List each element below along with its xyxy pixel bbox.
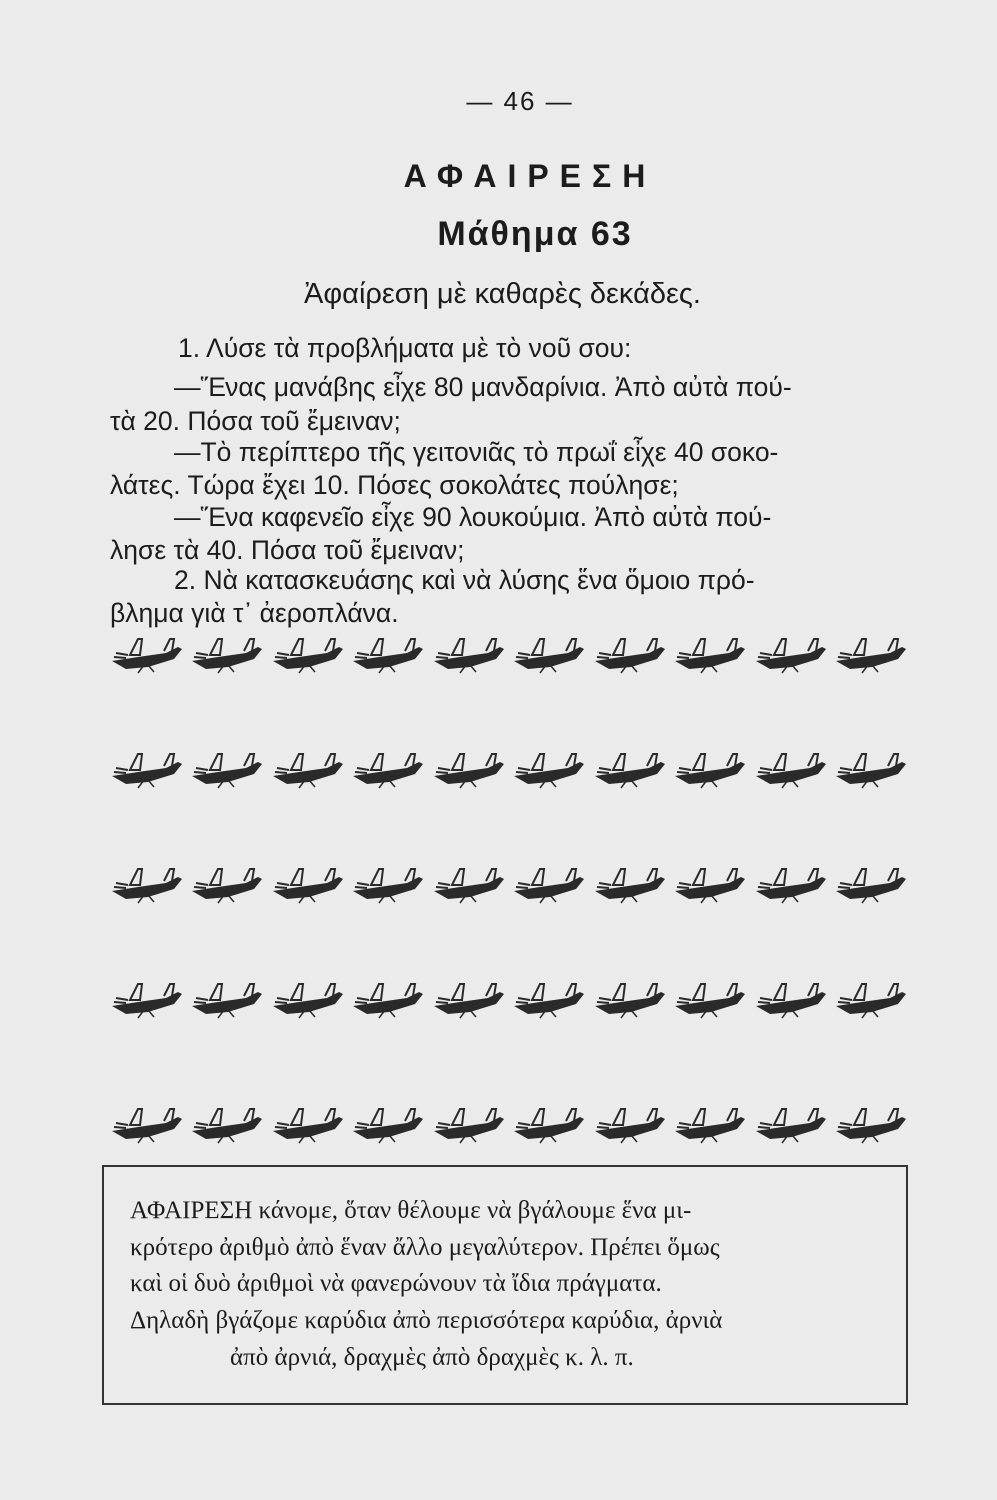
- airplane-icon: [510, 861, 586, 905]
- airplane-icon: [752, 976, 828, 1020]
- airplane-icon: [269, 976, 345, 1020]
- airplane-row: [108, 733, 908, 803]
- airplane-icon: [752, 1101, 828, 1145]
- rule-box: [102, 1165, 908, 1405]
- airplane-icon: [671, 746, 747, 790]
- airplane-icon: [832, 976, 908, 1020]
- airplane-row: [108, 1088, 908, 1158]
- rule-line: ἀπὸ ἀρνιά, δραχμὲς ἀπὸ δραχμὲς κ. λ. π.: [230, 1344, 634, 1371]
- airplane-icon: [430, 631, 506, 675]
- airplane-icon: [349, 746, 425, 790]
- airplane-icon: [430, 1101, 506, 1145]
- airplane-icon: [591, 976, 667, 1020]
- airplane-icon: [430, 746, 506, 790]
- airplane-icon: [108, 746, 184, 790]
- airplane-icon: [752, 746, 828, 790]
- airplane-icon: [188, 1101, 264, 1145]
- airplane-icon: [269, 631, 345, 675]
- airplane-icon: [510, 746, 586, 790]
- airplane-icon: [671, 976, 747, 1020]
- exercise-line: λάτες. Τώρα ἔχει 10. Πόσες σοκολάτες πούλησε;: [110, 470, 679, 500]
- airplane-icon: [349, 631, 425, 675]
- airplane-icon: [832, 631, 908, 675]
- chapter-heading: ΑΦΑΙΡΕΣΗ: [403, 158, 657, 194]
- rule-line: Δηλαδὴ βγάζομε καρύδια ἀπὸ περισσότερα καρύδια, ἀρνιὰ: [130, 1307, 723, 1334]
- airplane-icon: [269, 861, 345, 905]
- airplane-icon: [269, 1101, 345, 1145]
- exercise-line: 1. Λύσε τὰ προβλήματα μὲ τὸ νοῦ σου:: [178, 333, 632, 363]
- airplane-icon: [752, 861, 828, 905]
- airplane-icon: [188, 746, 264, 790]
- airplane-icon: [591, 1101, 667, 1145]
- lesson-title: Μάθημα 63: [437, 215, 633, 253]
- airplane-icon: [108, 976, 184, 1020]
- exercise-line: τὰ 20. Πόσα τοῦ ἔμειναν;: [110, 406, 401, 436]
- airplane-icon: [752, 631, 828, 675]
- airplane-icon: [832, 746, 908, 790]
- exercise-line: —Ἕνα καφενεῖο εἶχε 90 λουκούμια. Ἀπὸ αὐτὰ πού-: [174, 502, 772, 532]
- exercise-line: βλημα γιὰ τ᾽ ἀεροπλάνα.: [110, 598, 399, 628]
- exercise-line: 2. Νὰ κατασκευάσης καὶ νὰ λύσης ἕνα ὅμοιο πρό-: [174, 565, 755, 595]
- airplane-icon: [671, 631, 747, 675]
- rule-line: κρότερο ἀριθμὸ ἀπὸ ἕναν ἄλλο μεγαλύτερον. Πρέπει ὅμως: [130, 1234, 720, 1261]
- airplane-icon: [510, 976, 586, 1020]
- airplane-icon: [510, 631, 586, 675]
- airplane-row: [108, 963, 908, 1033]
- airplane-icon: [108, 1101, 184, 1145]
- airplane-icon: [108, 631, 184, 675]
- airplane-icon: [108, 861, 184, 905]
- airplane-icon: [671, 1101, 747, 1145]
- airplane-icon: [591, 746, 667, 790]
- rule-line: ΑΦΑΙΡΕΣΗ κάνομε, ὅταν θέλουμε νὰ βγάλουμε ἕνα μι-: [130, 1197, 692, 1224]
- airplane-icon: [832, 1101, 908, 1145]
- airplane-icon: [832, 861, 908, 905]
- airplane-icon: [349, 976, 425, 1020]
- airplane-icon: [269, 746, 345, 790]
- lesson-subtitle: Ἀφαίρεση μὲ καθαρὲς δεκάδες.: [304, 278, 701, 310]
- airplane-icon: [188, 861, 264, 905]
- airplane-icon: [430, 976, 506, 1020]
- exercise-line: —Τὸ περίπτερο τῆς γειτονιᾶς τὸ πρωΐ εἶχε 40 σοκο-: [174, 437, 779, 467]
- airplane-row: [108, 618, 908, 688]
- airplane-icon: [349, 861, 425, 905]
- rule-line: καὶ οἱ δυὸ ἀριθμοὶ νὰ φανερώνουν τὰ ἴδια πράγματα.: [130, 1270, 662, 1297]
- exercise-line: λησε τὰ 40. Πόσα τοῦ ἔμειναν;: [110, 535, 465, 565]
- airplane-icon: [510, 1101, 586, 1145]
- airplane-icon: [188, 976, 264, 1020]
- exercise-line: —Ἕνας μανάβης εἶχε 80 μανδαρίνια. Ἀπὸ αὐτὰ πού-: [174, 372, 792, 402]
- airplane-icon: [430, 861, 506, 905]
- page-number: — 46 —: [466, 86, 574, 116]
- airplane-icon: [591, 861, 667, 905]
- airplane-icon: [188, 631, 264, 675]
- airplane-icon: [671, 861, 747, 905]
- airplane-icon: [349, 1101, 425, 1145]
- airplane-row: [108, 848, 908, 918]
- airplane-icon: [591, 631, 667, 675]
